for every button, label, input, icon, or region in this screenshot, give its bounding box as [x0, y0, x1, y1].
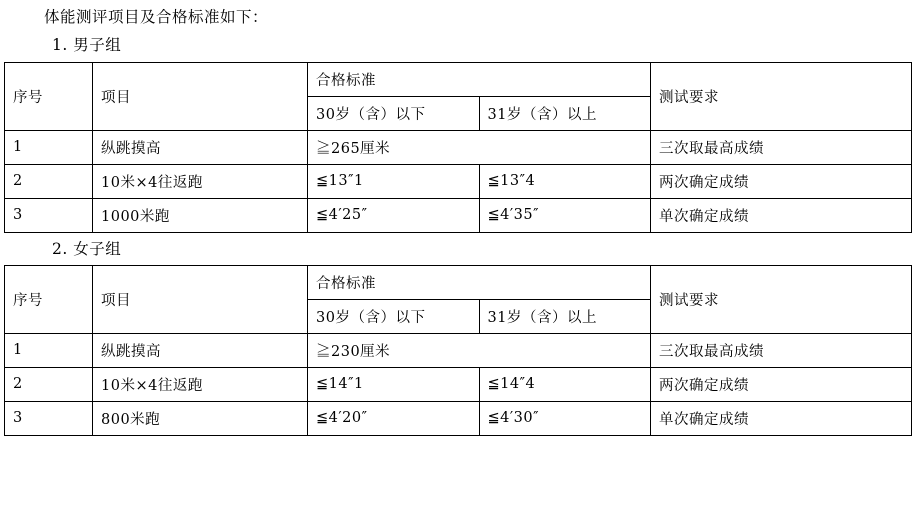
header-standard: 合格标准 — [308, 265, 651, 299]
table-row — [5, 198, 912, 232]
cell-no: 3 — [5, 401, 93, 435]
table-row — [5, 333, 912, 367]
cell-requirement: 两次确定成绩 — [651, 367, 912, 401]
cell-standard-under30: ≦4′20″ — [308, 401, 480, 435]
cell-standard-over31: ≦14″4 — [479, 367, 651, 401]
header-standard-age-under30: 30岁（含）以下 — [308, 299, 480, 333]
section-title-male: 1. 男子组 — [52, 36, 122, 55]
header-standard: 合格标准 — [308, 62, 651, 96]
cell-requirement: 单次确定成绩 — [651, 198, 912, 232]
cell-requirement: 两次确定成绩 — [651, 164, 912, 198]
intro-paragraph: 体能测评项目及合格标准如下： — [44, 8, 269, 26]
cell-item: 纵跳摸高 — [93, 333, 308, 367]
cell-item: 10米×4往返跑 — [93, 164, 308, 198]
cell-standard-under30: ≦14″1 — [308, 367, 480, 401]
cell-standard-under30: ≦13″1 — [308, 164, 480, 198]
cell-no: 2 — [5, 367, 93, 401]
cell-standard-over31: ≦13″4 — [479, 164, 651, 198]
table-row — [5, 367, 912, 401]
cell-requirement: 三次取最高成绩 — [651, 333, 912, 367]
cell-standard-over31: ≦4′35″ — [479, 198, 651, 232]
header-standard-age-over31: 31岁（含）以上 — [479, 299, 651, 333]
section-title-female: 2. 女子组 — [52, 239, 122, 258]
header-no: 序号 — [5, 265, 93, 333]
header-standard-age-over31: 31岁（含）以上 — [479, 96, 651, 130]
standards-table-male — [4, 62, 912, 233]
cell-item: 纵跳摸高 — [93, 130, 308, 164]
cell-item: 1000米跑 — [93, 198, 308, 232]
table-row — [5, 130, 912, 164]
cell-no: 1 — [5, 333, 93, 367]
cell-no: 3 — [5, 198, 93, 232]
cell-no: 2 — [5, 164, 93, 198]
table-header-row — [5, 62, 912, 96]
standards-table-female — [4, 265, 912, 436]
cell-item: 800米跑 — [93, 401, 308, 435]
cell-requirement: 单次确定成绩 — [651, 401, 912, 435]
header-requirement: 测试要求 — [651, 265, 912, 333]
table-row — [5, 401, 912, 435]
table-header-row — [5, 265, 912, 299]
header-standard-age-under30: 30岁（含）以下 — [308, 96, 480, 130]
header-no: 序号 — [5, 62, 93, 130]
header-item: 项目 — [93, 62, 308, 130]
table-row — [5, 164, 912, 198]
cell-standard-over31: ≦4′30″ — [479, 401, 651, 435]
cell-requirement: 三次取最高成绩 — [651, 130, 912, 164]
cell-standard-merged: ≧230厘米 — [308, 333, 651, 367]
cell-standard-under30: ≦4′25″ — [308, 198, 480, 232]
cell-standard-merged: ≧265厘米 — [308, 130, 651, 164]
header-item: 项目 — [93, 265, 308, 333]
cell-item: 10米×4往返跑 — [93, 367, 308, 401]
header-requirement: 测试要求 — [651, 62, 912, 130]
cell-no: 1 — [5, 130, 93, 164]
